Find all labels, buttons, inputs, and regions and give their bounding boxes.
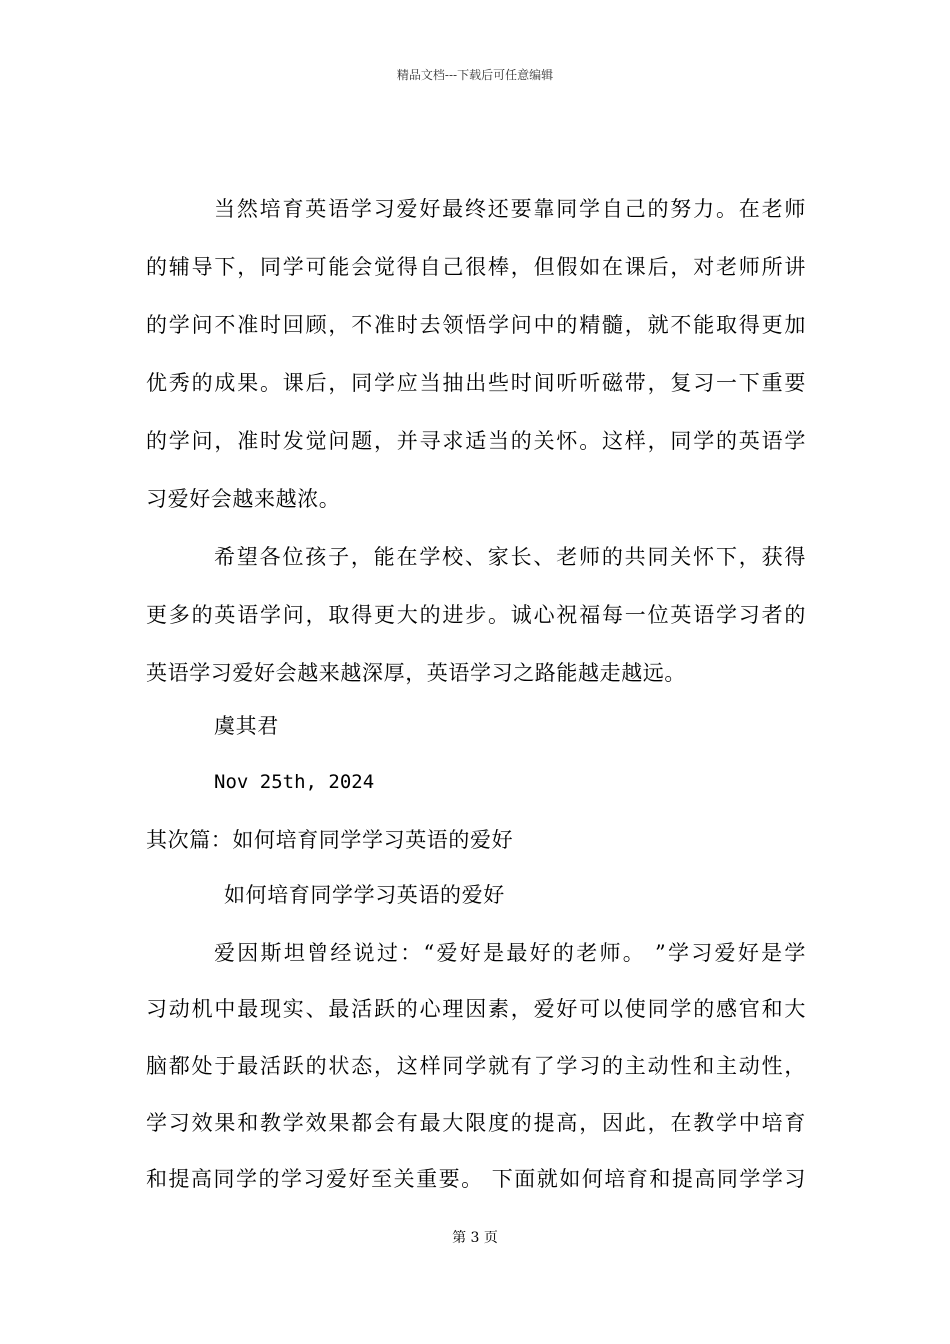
page-number: 第 3 页 [452, 1230, 498, 1246]
paragraph-line: 脑都处于最活跃的状态，这样同学就有了学习的主动性和主动性， [146, 1054, 806, 1078]
paragraph-line: 的学问，准时发觉问题，并寻求适当的关怀。这样，同学的英语学 [146, 429, 806, 453]
paragraph-line: 当然培育英语学习爱好最终还要靠同学自己的努力。在老师 [214, 197, 806, 221]
page-header: 精品文档---下载后可任意编辑 [396, 68, 554, 82]
paragraph-line: 的学问不准时回顾，不准时去领悟学问中的精髓，就不能取得更加 [146, 313, 806, 337]
paragraph-line: 习动机中最现实、最活跃的心理因素，爱好可以使同学的感官和大 [146, 997, 806, 1021]
paragraph-line: 更多的英语学问，取得更大的进步。诚心祝福每一位英语学习者的 [146, 603, 806, 627]
paragraph-line: 和提高同学的学习爱好至关重要。 下面就如何培育和提高同学学习 [146, 1167, 806, 1191]
paragraph-line: 爱因斯坦曾经说过：“爱好是最好的老师。 ”学习爱好是学 [214, 941, 806, 965]
section-heading: 其次篇：如何培育同学学习英语的爱好 [146, 828, 514, 852]
paragraph-line: 优秀的成果。课后，同学应当抽出些时间听听磁带，复习一下重要 [146, 371, 806, 395]
paragraph-line: 的辅导下，同学可能会觉得自己很棒，但假如在课后，对老师所讲 [146, 255, 806, 279]
article-title: 如何培育同学学习英语的爱好 [224, 883, 505, 907]
paragraph-line: 希望各位孩子，能在学校、家长、老师的共同关怀下，获得 [214, 545, 806, 569]
paragraph-line: 学习效果和教学效果都会有最大限度的提高，因此，在教学中培育 [146, 1111, 806, 1135]
author-name: 虞其君 [214, 714, 279, 738]
date: Nov 25th, 2024 [214, 771, 375, 793]
paragraph-line: 英语学习爱好会越来越深厚，英语学习之路能越走越远。 [146, 661, 686, 685]
paragraph-line: 习爱好会越来越浓。 [146, 487, 341, 511]
